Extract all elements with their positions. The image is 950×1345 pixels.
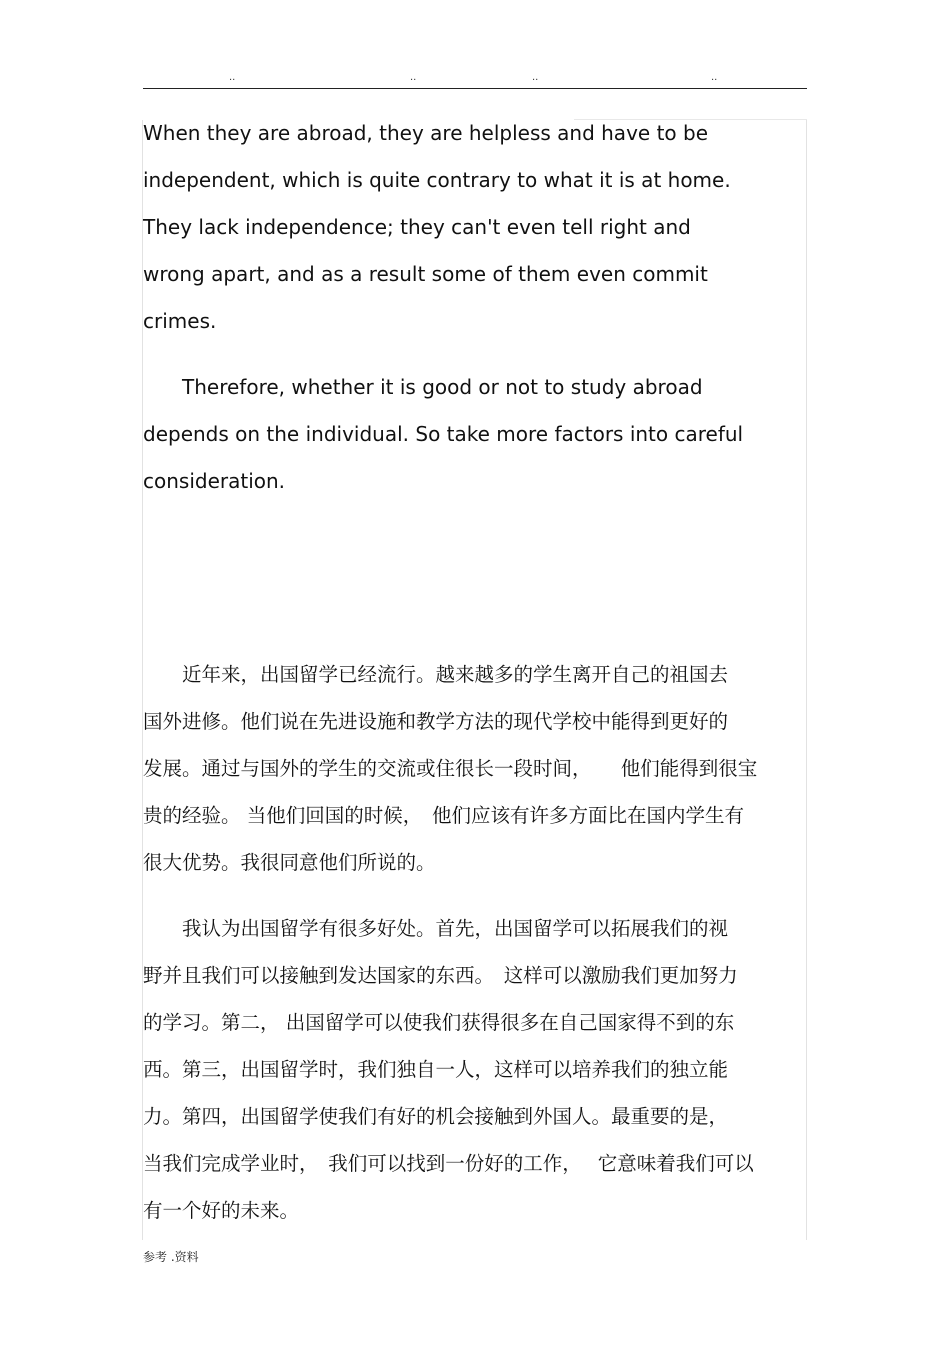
header-dot-1: .. bbox=[229, 72, 236, 83]
header-rule bbox=[143, 88, 807, 89]
chinese-line: 力。第四，出国留学使我们有好的机会接触到外国人。最重要的是， bbox=[143, 1105, 729, 1128]
chinese-line: 很大优势。我很同意他们所说的。 bbox=[143, 851, 436, 874]
english-line: They lack independence; they can't even tell right and bbox=[143, 215, 691, 239]
english-line: crimes. bbox=[143, 309, 217, 333]
chinese-line: 西。第三，出国留学时，我们独自一人，这样可以培养我们的独立能 bbox=[143, 1058, 729, 1081]
header-dot-3: .. bbox=[532, 72, 539, 83]
text-frame-right bbox=[806, 120, 807, 1240]
chinese-line: 野并且我们可以接触到发达国家的东西。 这样可以激励我们更加努力 bbox=[143, 964, 738, 987]
english-line: independent, which is quite contrary to what it is at home. bbox=[143, 168, 731, 192]
english-line: Therefore, whether it is good or not to study abroad bbox=[182, 375, 703, 399]
chinese-line: 我认为出国留学有很多好处。首先，出国留学可以拓展我们的视 bbox=[182, 917, 729, 940]
english-line: When they are abroad, they are helpless and have to be bbox=[143, 121, 708, 145]
chinese-line: 的学习。第二， 出国留学可以使我们获得很多在自己国家得不到的东 bbox=[143, 1011, 735, 1034]
header-dot-2: .. bbox=[410, 72, 417, 83]
english-line: wrong apart, and as a result some of them even commit bbox=[143, 262, 708, 286]
page-footer: 参考 .资料 bbox=[143, 1250, 199, 1264]
chinese-line: 发展。通过与国外的学生的交流或住很长一段时间， 他们能得到很宝 bbox=[143, 757, 758, 780]
header-dot-4: .. bbox=[711, 72, 718, 83]
chinese-line: 有一个好的未来。 bbox=[143, 1199, 300, 1222]
english-line: consideration. bbox=[143, 469, 286, 493]
english-line: depends on the individual. So take more factors into careful bbox=[143, 422, 744, 446]
chinese-line: 国外进修。他们说在先进设施和教学方法的现代学校中能得到更好的 bbox=[143, 710, 729, 733]
chinese-line: 贵的经验。 当他们回国的时候， 他们应该有许多方面比在国内学生有 bbox=[143, 804, 744, 827]
chinese-line: 当我们完成学业时， 我们可以找到一份好的工作， 它意味着我们可以 bbox=[143, 1152, 754, 1175]
chinese-line: 近年来，出国留学已经流行。越来越多的学生离开自己的祖国去 bbox=[182, 663, 729, 686]
page-header bbox=[0, 70, 950, 86]
